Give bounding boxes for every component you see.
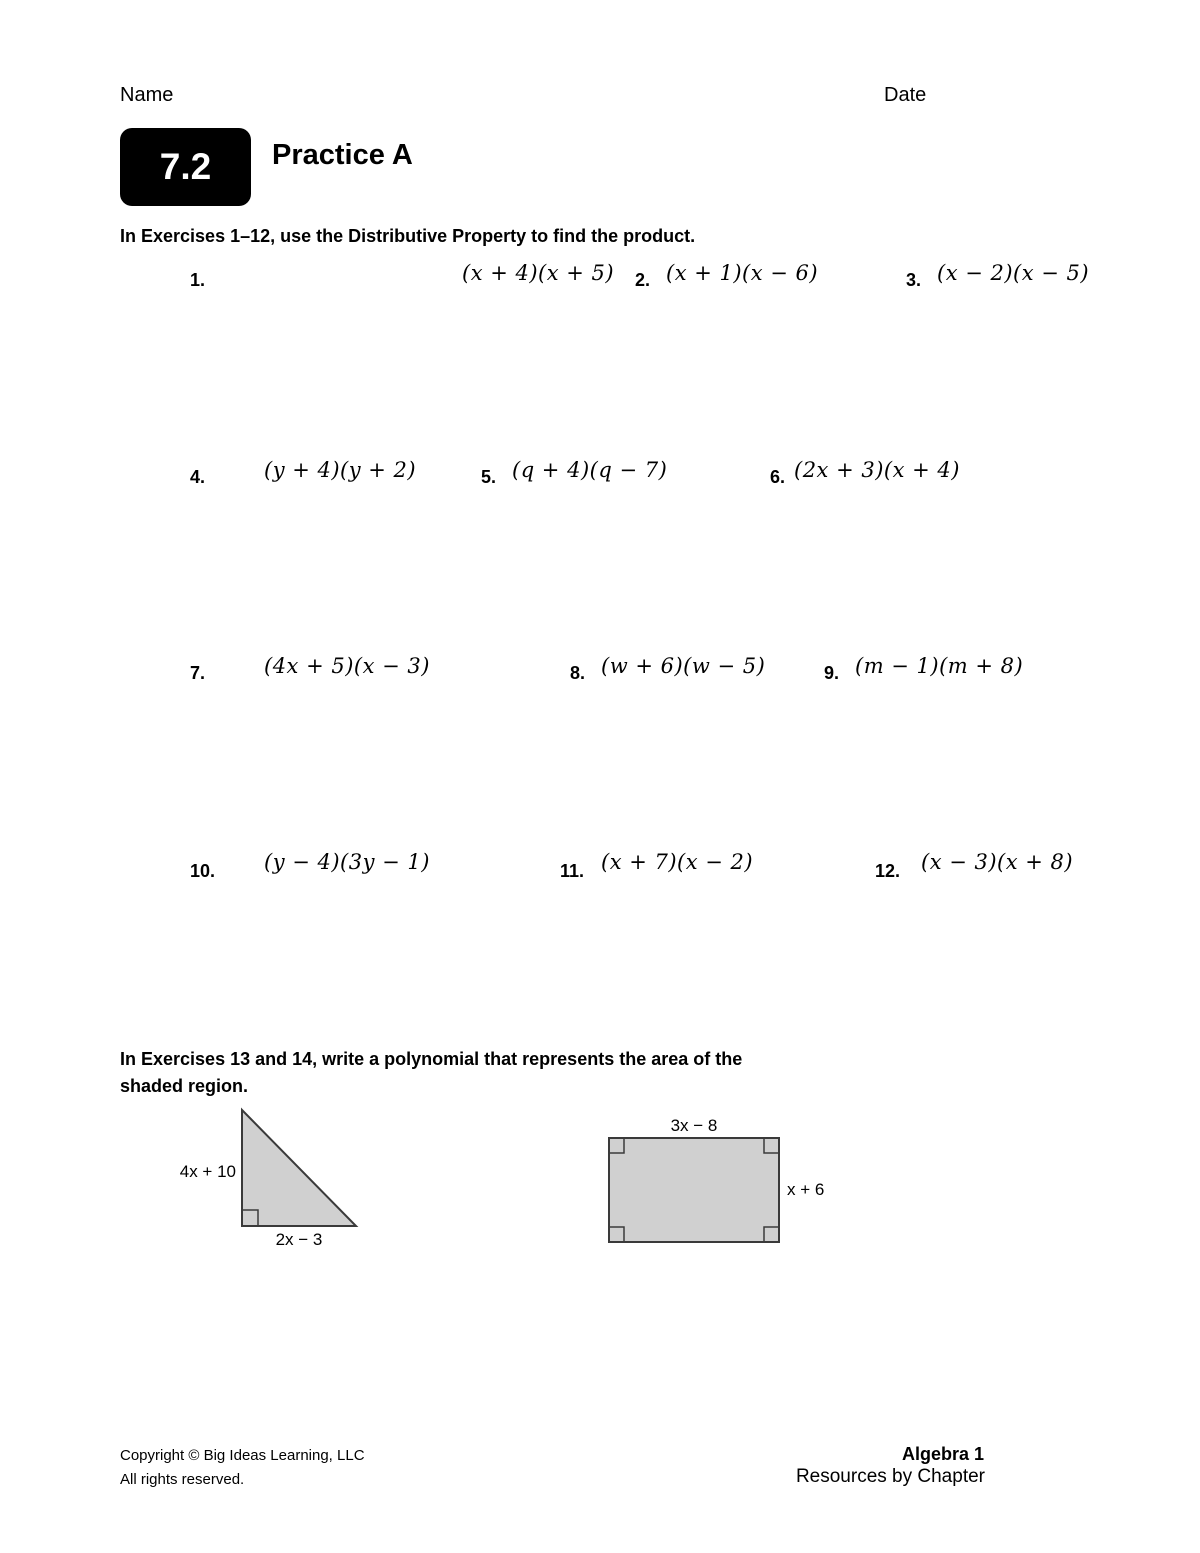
rights-text: All rights reserved. (120, 1471, 245, 1488)
exercise-expression: (x − 2)(x − 5) (937, 261, 1090, 285)
book-subtitle: Resources by Chapter (795, 1466, 985, 1487)
lesson-badge (120, 128, 251, 206)
exercise-expression: (x − 3)(x + 8) (921, 850, 1074, 874)
exercise-number: 1. (190, 270, 206, 290)
triangle-base-label: 2x − 3 (275, 1230, 323, 1249)
exercise-number: 6. (770, 467, 786, 487)
exercise-expression: (m − 1)(m + 8) (855, 654, 1024, 678)
instruction-1-12: In Exercises 1–12, use the Distributive Property to find the product. (120, 226, 696, 246)
shaded-triangle (242, 1110, 356, 1226)
rectangle-top-label: 3x − 8 (670, 1116, 718, 1135)
instruction-13-14 (120, 1046, 742, 1100)
figure-13-triangle (160, 1100, 400, 1260)
exercise-expression: (x + 4)(x + 5) (462, 261, 615, 285)
exercise-number: 5. (481, 467, 497, 487)
exercise-number: 3. (906, 270, 922, 290)
instruction-line: shaded region. (120, 1076, 249, 1096)
exercise-expression: (q + 4)(q − 7) (512, 458, 668, 482)
exercise-expression: (y − 4)(3y − 1) (264, 850, 430, 874)
exercise-expression: (4x + 5)(x − 3) (264, 654, 430, 678)
shaded-rectangle (609, 1138, 779, 1242)
rectangle-side-label: x + 6 (787, 1180, 825, 1199)
exercise-number: 2. (635, 270, 651, 290)
exercise-number: 8. (570, 663, 586, 683)
triangle-height-label: 4x + 10 (179, 1162, 236, 1181)
copyright-text: Copyright © Big Ideas Learning, LLC (120, 1447, 365, 1464)
exercise-expression: (w + 6)(w − 5) (601, 654, 766, 678)
exercise-expression: (y + 4)(y + 2) (264, 458, 417, 482)
date-label: Date (884, 84, 927, 106)
exercise-expression: (2x + 3)(x + 4) (794, 458, 960, 482)
exercise-number: 7. (190, 663, 206, 683)
instruction-line: In Exercises 13 and 14, write a polynomial that represents the area of the (120, 1049, 743, 1069)
exercise-number: 9. (824, 663, 840, 683)
lesson-number: 7.2 (159, 146, 212, 187)
figure-14-rectangle (590, 1110, 850, 1250)
page-title: Practice A (272, 139, 413, 171)
book-title: Algebra 1 (901, 1444, 984, 1464)
exercise-number: 4. (190, 467, 206, 487)
exercise-expression: (x + 7)(x − 2) (601, 850, 754, 874)
exercise-expression: (x + 1)(x − 6) (666, 261, 819, 285)
exercise-number: 11. (560, 861, 585, 881)
exercise-number: 12. (875, 861, 901, 881)
exercise-number: 10. (190, 861, 216, 881)
name-label: Name (120, 84, 174, 106)
